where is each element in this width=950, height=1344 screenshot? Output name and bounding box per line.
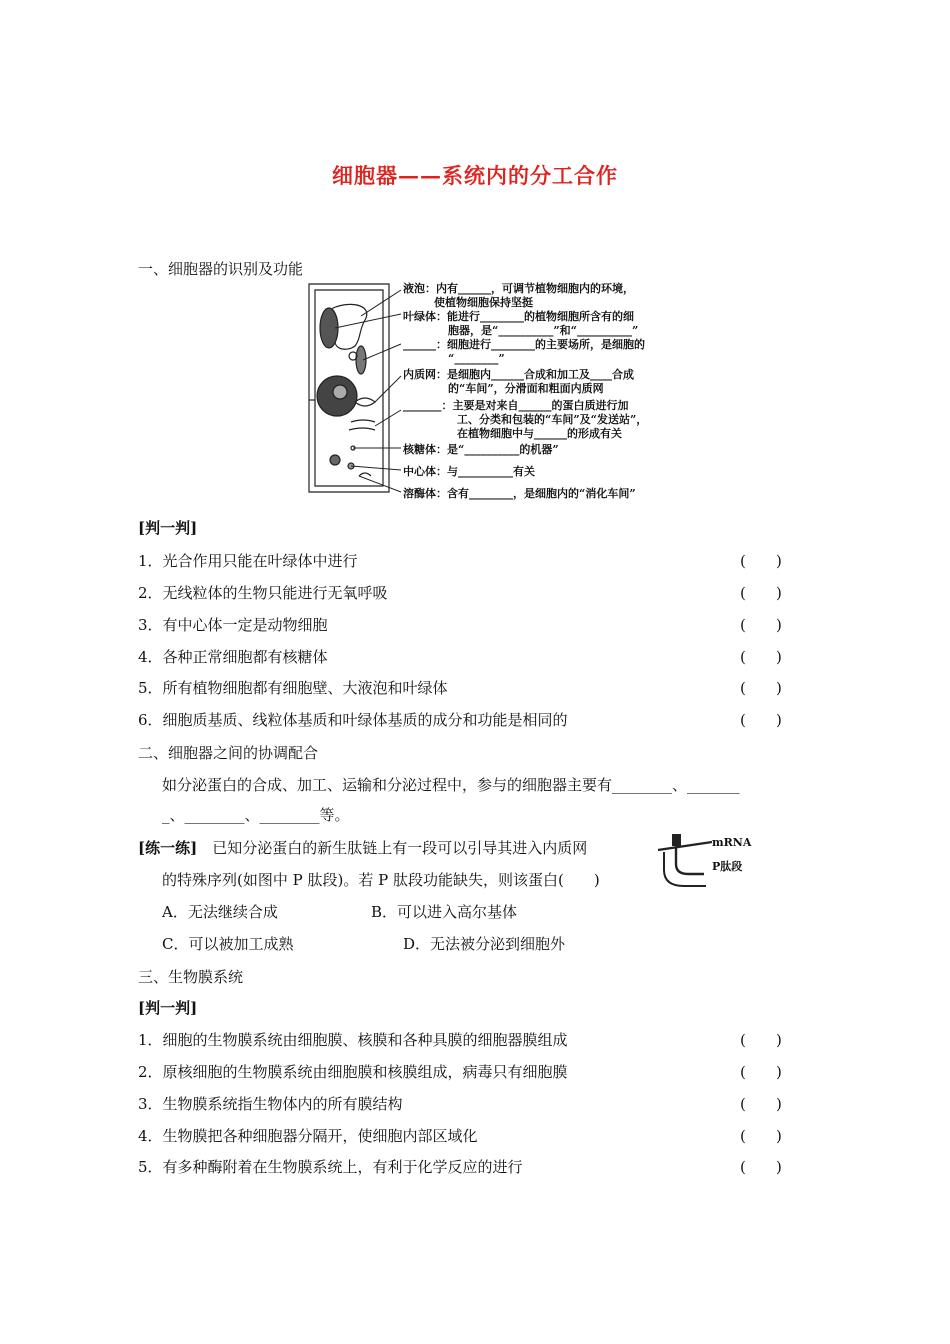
diagram-label-lysosome: 溶酶体：含有________，是细胞内的“消化车间” bbox=[403, 487, 636, 500]
judge1-item: 4．各种正常细胞都有核糖体 bbox=[138, 648, 328, 666]
plant-cell-diagram bbox=[295, 280, 405, 502]
peptide-figure bbox=[650, 828, 720, 892]
judge1-item: 3．有中心体一定是动物细胞 bbox=[138, 616, 328, 634]
judge1-item: 5．所有植物细胞都有细胞壁、大液泡和叶绿体 bbox=[138, 679, 448, 697]
option-c[interactable]: C．可以被加工成熟 bbox=[162, 935, 294, 953]
option-d[interactable]: D．无法被分泌到细胞外 bbox=[403, 935, 566, 953]
section3-heading: 三、生物膜系统 bbox=[138, 968, 244, 986]
judge2-item: 1．细胞的生物膜系统由细胞膜、核膜和各种具膜的细胞器膜组成 bbox=[138, 1031, 568, 1049]
option-a[interactable]: A．无法继续合成 bbox=[162, 903, 278, 921]
diagram-label-er-2: 的“车间”，分滑面和粗面内质网 bbox=[448, 382, 604, 395]
diagram-label-centrosome: 中心体：与__________有关 bbox=[403, 465, 535, 478]
answer-paren[interactable]: ( ) bbox=[740, 584, 782, 602]
judge2-item: 4．生物膜把各种细胞器分隔开，使细胞内部区域化 bbox=[138, 1127, 478, 1145]
diagram-label-vacuole-2: 使植物细胞保持坚挺 bbox=[434, 296, 533, 309]
section2-text-line2: _、________、________等。 bbox=[162, 806, 350, 824]
answer-paren[interactable]: ( ) bbox=[740, 711, 782, 729]
diagram-label-vacuole: 液泡：内有______，可调节植物细胞内的环境， bbox=[403, 282, 634, 295]
judge1-item: 6．细胞质基质、线粒体基质和叶绿体基质的成分和功能是相同的 bbox=[138, 711, 568, 729]
diagram-label-golgi-3: 在植物细胞中与______的形成有关 bbox=[457, 427, 622, 440]
diagram-label-chloroplast: 叶绿体：能进行________的植物细胞所含有的细 bbox=[403, 310, 634, 323]
answer-paren[interactable]: ( ) bbox=[740, 648, 782, 666]
answer-paren[interactable]: ( ) bbox=[740, 1158, 782, 1176]
judge1-heading: [判一判] bbox=[138, 519, 198, 537]
diagram-label-ribosome: 核糖体：是“__________的机器” bbox=[403, 443, 559, 456]
judge2-item: 3．生物膜系统指生物体内的所有膜结构 bbox=[138, 1095, 403, 1113]
answer-paren[interactable]: ( ) bbox=[740, 1127, 782, 1145]
judge1-item: 2．无线粒体的生物只能进行无氧呼吸 bbox=[138, 584, 388, 602]
answer-paren[interactable]: ( ) bbox=[740, 552, 782, 570]
judge1-item: 1．光合作用只能在叶绿体中进行 bbox=[138, 552, 358, 570]
diagram-label-er: 内质网：是细胞内______合成和加工及____合成 bbox=[403, 368, 634, 381]
diagram-label-golgi: _______：主要是对来自______的蛋白质进行加 bbox=[403, 399, 629, 412]
page-title: 细胞器——系统内的分工合作 bbox=[332, 163, 618, 188]
answer-paren[interactable]: ( ) bbox=[740, 616, 782, 634]
judge2-heading: [判一判] bbox=[138, 999, 198, 1017]
judge2-item: 5．有多种酶附着在生物膜系统上，有利于化学反应的进行 bbox=[138, 1158, 523, 1176]
figure-label-mrna: mRNA bbox=[712, 836, 752, 849]
answer-paren[interactable]: ( ) bbox=[740, 1095, 782, 1113]
diagram-label-mitochondria-2: “________” bbox=[448, 352, 505, 365]
section1-heading: 一、细胞器的识别及功能 bbox=[138, 260, 304, 278]
practice-question-line1: 已知分泌蛋白的新生肽链上有一段可以引导其进入内质网 bbox=[197, 839, 588, 857]
figure-label-p-peptide: P肽段 bbox=[712, 860, 743, 873]
answer-paren[interactable]: ( ) bbox=[740, 1031, 782, 1049]
answer-paren[interactable]: ( ) bbox=[740, 1063, 782, 1081]
practice-label: [练一练] bbox=[138, 839, 198, 857]
diagram-label-chloroplast-2: 胞器，是“__________”和“__________” bbox=[448, 324, 639, 337]
diagram-label-mitochondria: ______：细胞进行________的主要场所，是细胞的 bbox=[403, 338, 645, 351]
answer-paren[interactable]: ( ) bbox=[740, 679, 782, 697]
section2-heading: 二、细胞器之间的协调配合 bbox=[138, 744, 319, 762]
diagram-label-golgi-2: 工、分类和包装的“车间”及“发送站”， bbox=[457, 413, 648, 426]
practice-question-line2: 的特殊序列(如图中 P 肽段)。若 P 肽段功能缺失，则该蛋白( ) bbox=[162, 871, 600, 889]
judge2-item: 2．原核细胞的生物膜系统由细胞膜和核膜组成，病毒只有细胞膜 bbox=[138, 1063, 568, 1081]
section2-text-line1: 如分泌蛋白的合成、加工、运输和分泌过程中，参与的细胞器主要有________、_______ bbox=[162, 776, 740, 794]
option-b[interactable]: B．可以进入高尔基体 bbox=[371, 903, 518, 921]
